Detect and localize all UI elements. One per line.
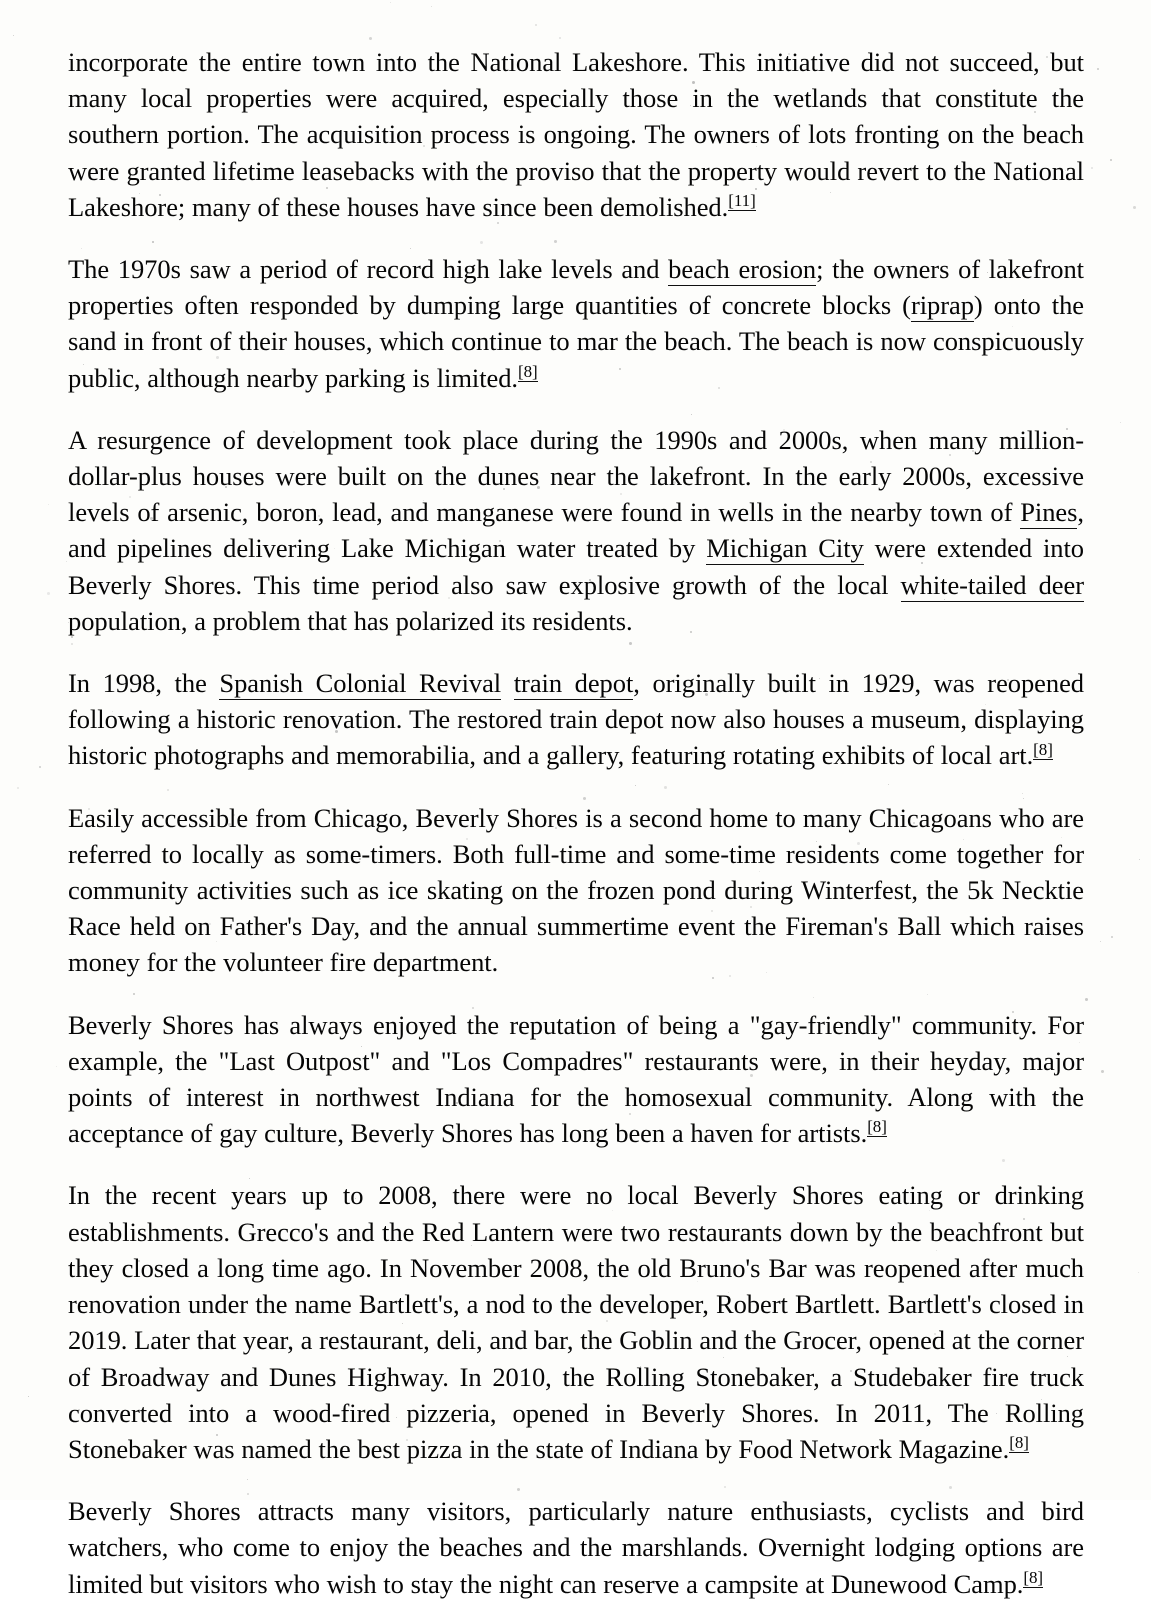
paragraph-p7: In the recent years up to 2008, there were no local Beverly Shores eating or drinking establishments. Grecco's and the Red Lantern were two restaurants down by the beachfront but they closed a long time ago. In November 2008, the old Bruno's Bar was reopened after much renovation under the name Bartlett's, a nod to the developer, Robert Bartlett. Bartlett's closed in 2019. Later that year, a restaurant, deli, and bar, the Goblin and the Grocer, opened at the corner of Broadway and Dunes Highway. In 2010, the Rolling Stonebaker, a Studebaker fire truck converted into a wood-fired pizzeria, opened in Beverly Shores. In 2011, The Rolling Stonebaker was named the best pizza in the state of Indiana by Food Network Magazine.[8] (68, 1180, 1084, 1464)
paragraph-p8: Beverly Shores attracts many visitors, particularly nature enthusiasts, cyclists and bird watchers, who come to enjoy the beaches and the marshlands. Overnight lodging options are limited but visitors who wish to stay the night can reserve a campsite at Dunewood Camp.[8] (68, 1496, 1084, 1599)
citation-reference[interactable]: [8] (518, 361, 538, 381)
wiki-link[interactable]: beach erosion (668, 254, 817, 285)
wiki-link[interactable]: train depot (513, 668, 634, 699)
citation-reference[interactable]: [8] (867, 1117, 887, 1137)
paragraph-p6: Beverly Shores has always enjoyed the reputation of being a "gay-friendly" community. For example, the "Last Outpost" and "Los Compadres" restaurants were, in their heyday, major points of interest in northwest Indiana for the homosexual community. Along with the acceptance of gay culture, Beverly Shores has long been a haven for artists.[8] (68, 1009, 1084, 1149)
citation-reference[interactable]: [8] (1033, 739, 1053, 759)
paragraph-p5: Easily accessible from Chicago, Beverly Shores is a second home to many Chicagoans who are referred to locally as some-timers. Both full-time and some-time residents come together for community activities such as ice skating on the frozen pond during Winterfest, the 5k Necktie Race held on Father's Day, and the annual summertime event the Fireman's Ball which raises money for the volunteer fire department. (68, 802, 1084, 978)
wiki-link[interactable]: Pines (1020, 497, 1078, 528)
wiki-link[interactable]: riprap (910, 290, 974, 321)
citation-reference[interactable]: [8] (1009, 1433, 1029, 1453)
wiki-link[interactable]: white-tailed deer (900, 569, 1084, 600)
paragraph-p4: In 1998, the Spanish Colonial Revival train depot, originally built in 1929, was reopened following a historic renovation. The restored train depot now also houses a museum, displaying historic photographs and memorabilia, and a gallery, featuring rotating exhibits of local art.[8] (68, 668, 1085, 771)
wiki-link[interactable]: Spanish Colonial Revival (219, 668, 502, 699)
paragraph-p1: incorporate the entire town into the National Lakeshore. This initiative did not succeed, but many local properties were acquired, especially those in the wetlands that constitute the southern portion. The acquisition process is ongoing. The owners of lots fronting on the beach were granted lifetime leasebacks with the proviso that the property would revert to the National Lakeshore; many of these houses have since been demolished.[11] (68, 47, 1084, 222)
paragraph-p2: The 1970s saw a period of record high lake levels and beach erosion; the owners of lakefront properties often responded by dumping large quantities of concrete blocks (riprap) onto the sand in front of their houses, which continue to mar the beach. The beach is now conspicuously public, although nearby parking is limited.[8] (68, 254, 1084, 393)
citation-reference[interactable]: [11] (728, 190, 756, 210)
document-text-body (68, 44, 1084, 1602)
paragraph-p3: A resurgence of development took place during the 1990s and 2000s, when many million-dollar-plus houses were built on the dunes near the lakefront. In the early 2000s, excessive levels of arsenic, boron, lead, and manganese were found in wells in the nearby town of Pines, and pipelines delivering Lake Michigan water treated by Michigan City were extended into Beverly Shores. This time period also saw explosive growth of the local white-tailed deer population, a problem that has polarized its residents. (68, 424, 1084, 636)
wiki-link[interactable]: Michigan City (706, 533, 864, 564)
citation-reference[interactable]: [8] (1023, 1567, 1044, 1587)
